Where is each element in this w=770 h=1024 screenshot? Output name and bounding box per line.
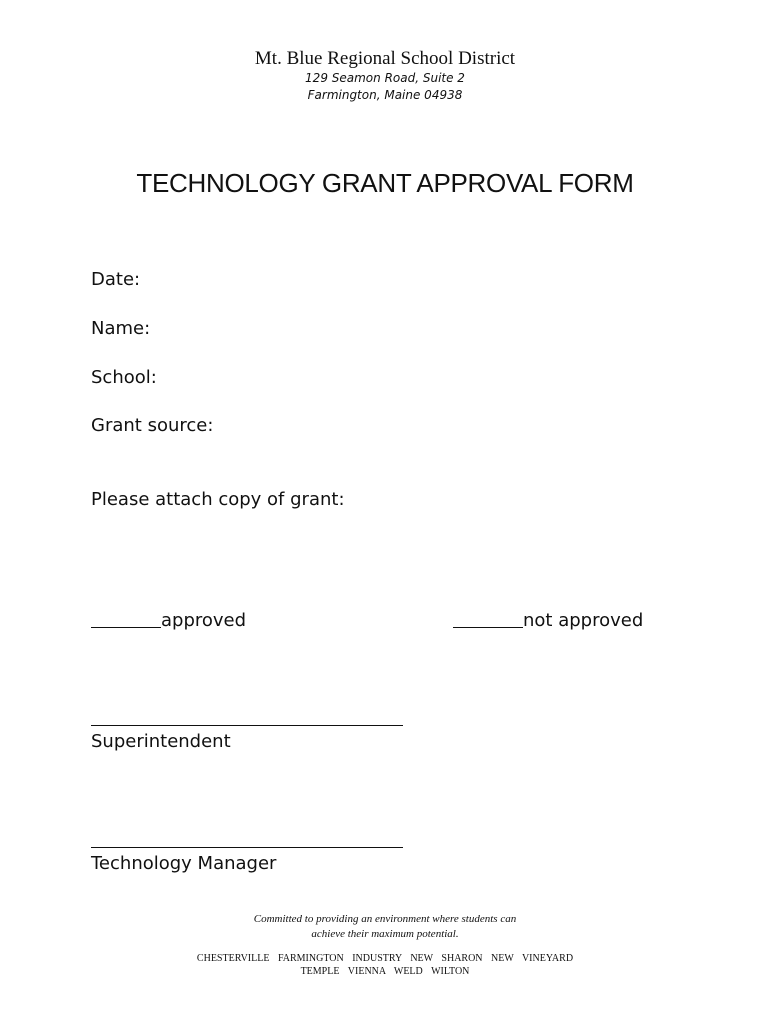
- not-approved-option: [453, 610, 643, 631]
- superintendent-signature-line: [91, 725, 403, 726]
- not-approved-label: not approved: [523, 610, 644, 631]
- attach-grant-label: Please attach copy of grant:: [91, 489, 345, 510]
- towns-line-2: TEMPLE VIENNA WELD WILTON: [300, 966, 470, 977]
- towns-line-1: CHESTERVILLE FARMINGTON INDUSTRY NEW SHARON NEW VINEYARD: [196, 953, 574, 964]
- superintendent-label: Superintendent: [91, 731, 231, 752]
- approved-label: approved: [161, 610, 247, 631]
- date-label: Date:: [91, 269, 141, 290]
- name-label: Name:: [91, 318, 151, 339]
- motto-line-2: achieve their maximum potential.: [311, 928, 459, 940]
- form-title: TECHNOLOGY GRANT APPROVAL FORM: [136, 168, 634, 198]
- grant-source-label: Grant source:: [91, 415, 214, 436]
- school-label: School:: [91, 367, 157, 388]
- address-line-2: Farmington, Maine 04938: [307, 88, 463, 102]
- approved-blank-line: [91, 627, 161, 628]
- tech-manager-label: Technology Manager: [91, 853, 277, 874]
- address-line-1: 129 Seamon Road, Suite 2: [305, 71, 465, 85]
- not-approved-blank-line: [453, 627, 523, 628]
- approved-option: [91, 610, 246, 631]
- tech-manager-signature-line: [91, 847, 403, 848]
- district-name: Mt. Blue Regional School District: [254, 48, 516, 69]
- motto-line-1: Committed to providing an environment where students can: [253, 913, 517, 925]
